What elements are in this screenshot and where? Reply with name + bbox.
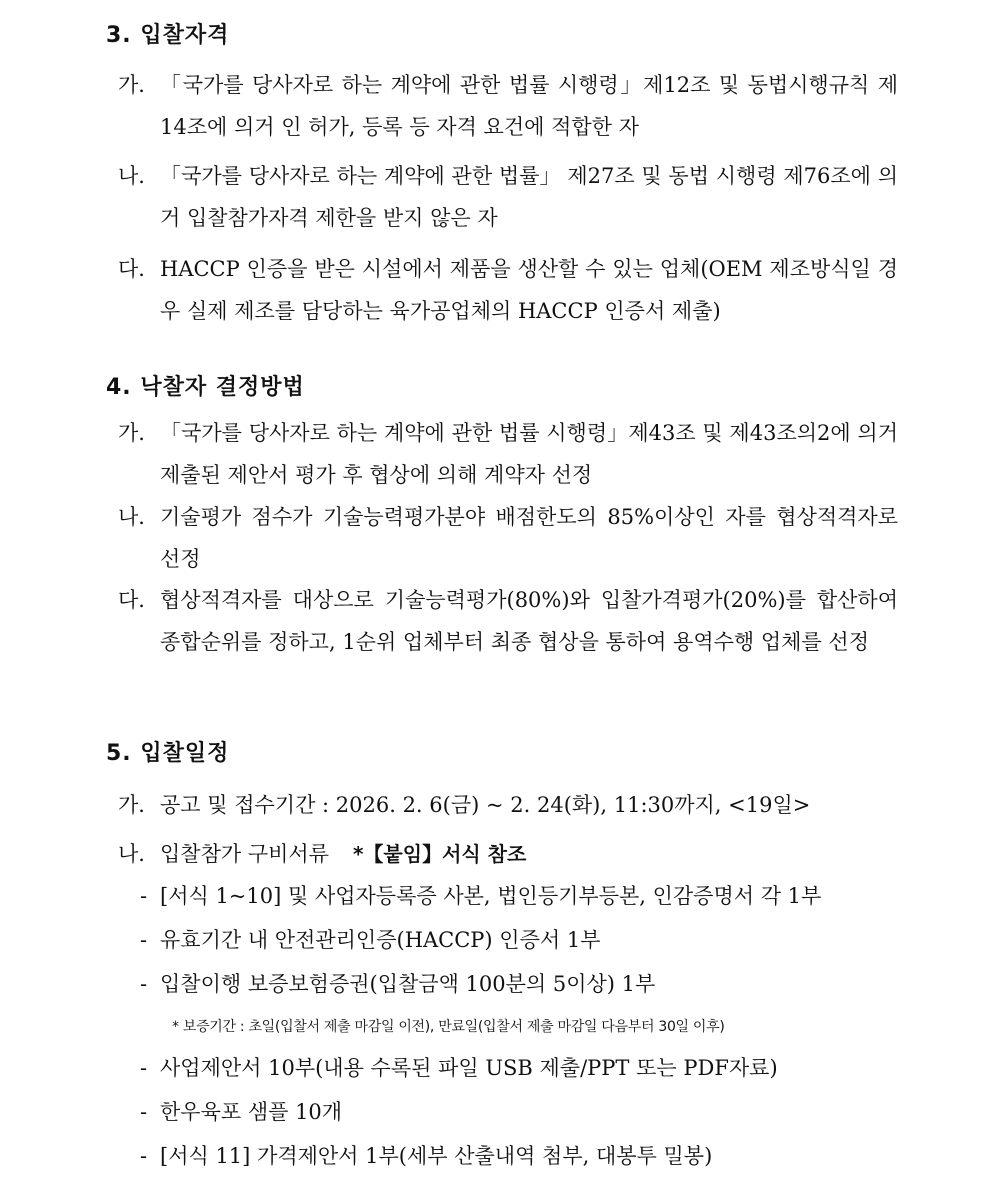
list-item — [118, 412, 898, 496]
item-text: 「국가를 당사자로 하는 계약에 관한 법률 시행령」제12조 및 동법시행규칙 제14조에 의거 인 허가, 등록 등 자격 요건에 적합한 자 — [160, 73, 898, 139]
list-item — [118, 64, 898, 148]
list-item — [118, 496, 898, 580]
list-item — [118, 833, 898, 875]
item-text: 「국가를 당사자로 하는 계약에 관한 법률 시행령」제43조 및 제43조의2에 의거 제출된 제안서 평가 후 협상에 의해 계약자 선정 — [160, 421, 898, 487]
item-marker: 나. — [118, 842, 145, 866]
item-text: HACCP 인증을 받은 시설에서 제품을 생산할 수 있는 업체(OEM 제조방식일 경우 실제 제조를 담당하는 육가공업체의 HACCP 인증서 제출) — [160, 257, 898, 323]
document-list-item — [140, 1141, 900, 1171]
document-list-item — [140, 969, 900, 999]
subitem-text: 한우육포 샘플 10개 — [160, 1100, 343, 1124]
item-marker: 가. — [118, 793, 145, 817]
document-list-item — [140, 881, 900, 911]
subitem-text: 사업제안서 10부(내용 수록된 파일 USB 제출/PPT 또는 PDF자료) — [160, 1056, 778, 1080]
dash-marker: - — [140, 884, 148, 908]
dash-marker: - — [140, 1056, 148, 1080]
item-marker: 다. — [118, 257, 145, 281]
subitem-text: 입찰이행 보증보험증권(입찰금액 100분의 5이상) 1부 — [160, 972, 656, 996]
item-text: 기술평가 점수가 기술능력평가분야 배점한도의 85%이상인 자를 협상적격자로 선정 — [160, 505, 898, 571]
subitem-text: [서식 1~10] 및 사업자등록증 사본, 법인등기부등본, 인감증명서 각 1부 — [160, 884, 822, 908]
item-marker: 가. — [118, 73, 145, 97]
dash-marker: - — [140, 1100, 148, 1124]
item-marker: 나. — [118, 164, 145, 188]
list-item — [118, 579, 898, 663]
item-text-main: 입찰참가 구비서류 — [160, 842, 329, 866]
item-marker: 다. — [118, 588, 145, 612]
document-list-item — [140, 1097, 900, 1127]
dash-marker: - — [140, 928, 148, 952]
reference-note: *【붙임】서식 참조 — [352, 842, 527, 866]
section-heading-5: 5. 입찰일정 — [106, 741, 230, 766]
item-marker: 나. — [118, 505, 145, 529]
section-heading-4: 4. 낙찰자 결정방법 — [106, 375, 305, 400]
dash-marker: - — [140, 1144, 148, 1168]
list-item — [118, 248, 898, 332]
subitem-text: 유효기간 내 안전관리인증(HACCP) 인증서 1부 — [160, 928, 601, 952]
list-item — [118, 784, 898, 826]
document-list-item — [140, 1053, 900, 1083]
item-marker: 가. — [118, 421, 145, 445]
document-list-item — [140, 925, 900, 955]
item-text — [118, 833, 898, 875]
item-text: 「국가를 당사자로 하는 계약에 관한 법률」 제27조 및 동법 시행령 제76조에 의거 입찰참가자격 제한을 받지 않은 자 — [160, 164, 898, 230]
dash-marker: - — [140, 972, 148, 996]
item-text: 협상적격자를 대상으로 기술능력평가(80%)와 입찰가격평가(20%)를 합산하여 종합순위를 정하고, 1순위 업체부터 최종 협상을 통하여 용역수행 업체를 선정 — [160, 588, 898, 654]
guarantee-period-note: * 보증기간 : 초일(입찰서 제출 마감일 이전), 만료일(입찰서 제출 마감일 다음부터 30일 이후) — [172, 1019, 725, 1035]
item-text: 공고 및 접수기간 : 2026. 2. 6(금) ~ 2. 24(화), 11:30까지, <19일> — [160, 793, 811, 817]
subitem-text: [서식 11] 가격제안서 1부(세부 산출내역 첨부, 대봉투 밀봉) — [160, 1144, 713, 1168]
list-item — [118, 155, 898, 239]
section-heading-3: 3. 입찰자격 — [106, 23, 230, 48]
